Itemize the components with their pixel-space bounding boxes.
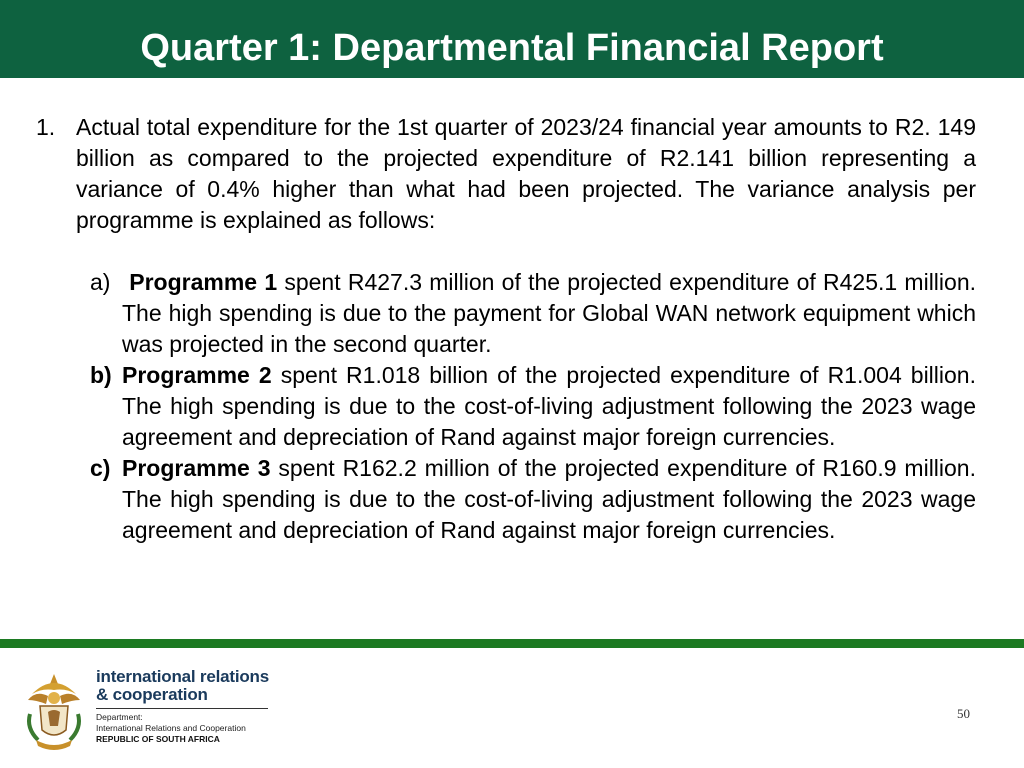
slide-body: [36, 112, 976, 546]
org-line-2: & cooperation: [96, 685, 208, 704]
organisation-name: [96, 668, 269, 704]
item-text: [122, 360, 976, 453]
programme-list: [90, 267, 976, 546]
department-label: Department:: [96, 712, 143, 722]
list-item: [90, 360, 976, 453]
programme-description: spent R1.018 billion of the projected expenditure of R1.004 billion. The high spending is due to the cost-of-living adjustment following the 2023 wage agreement and depreciation of Rand against major foreign currencies.: [122, 362, 976, 450]
item-marker: a): [90, 269, 111, 295]
list-item: [90, 453, 976, 546]
org-divider: [96, 708, 268, 709]
item-text: [122, 267, 976, 360]
country-name: REPUBLIC OF SOUTH AFRICA: [96, 734, 220, 744]
programme-name: Programme 1: [129, 269, 278, 295]
item-text: [122, 453, 976, 546]
point-number: 1.: [36, 114, 56, 140]
point-text: Actual total expenditure for the 1st quarter of 2023/24 financial year amounts to R2. 149 billion as compared to the projected expenditure of R2.141 billion representing a variance of 0.4% higher than what had been projected. The variance analysis per programme is explained as follows:: [76, 114, 976, 233]
department-name: International Relations and Cooperation: [96, 723, 246, 733]
footer-divider-bar: [0, 639, 1024, 648]
title-banner: [0, 0, 1024, 78]
programme-name: Programme 2: [122, 362, 272, 388]
programme-description: spent R162.2 million of the projected expenditure of R160.9 million. The high spending is due to the cost-of-living adjustment following the 2023 wage agreement and depreciation of Rand against major foreign currencies.: [122, 455, 976, 543]
page-number: 50: [957, 706, 970, 721]
item-marker: c): [90, 455, 111, 481]
point-1: [36, 112, 976, 236]
item-marker: b): [90, 362, 112, 388]
slide-title: Quarter 1: Departmental Financial Report: [140, 27, 884, 69]
footer: [0, 648, 1024, 768]
list-item: [90, 267, 976, 360]
coat-of-arms-icon: [22, 670, 86, 752]
programme-name: Programme 3: [122, 455, 271, 481]
org-line-1: international relations: [96, 667, 269, 686]
programme-description: spent R427.3 million of the projected expenditure of R425.1 million. The high spending is due to the payment for Global WAN network equipment which was projected in the second quarter.: [122, 269, 977, 357]
